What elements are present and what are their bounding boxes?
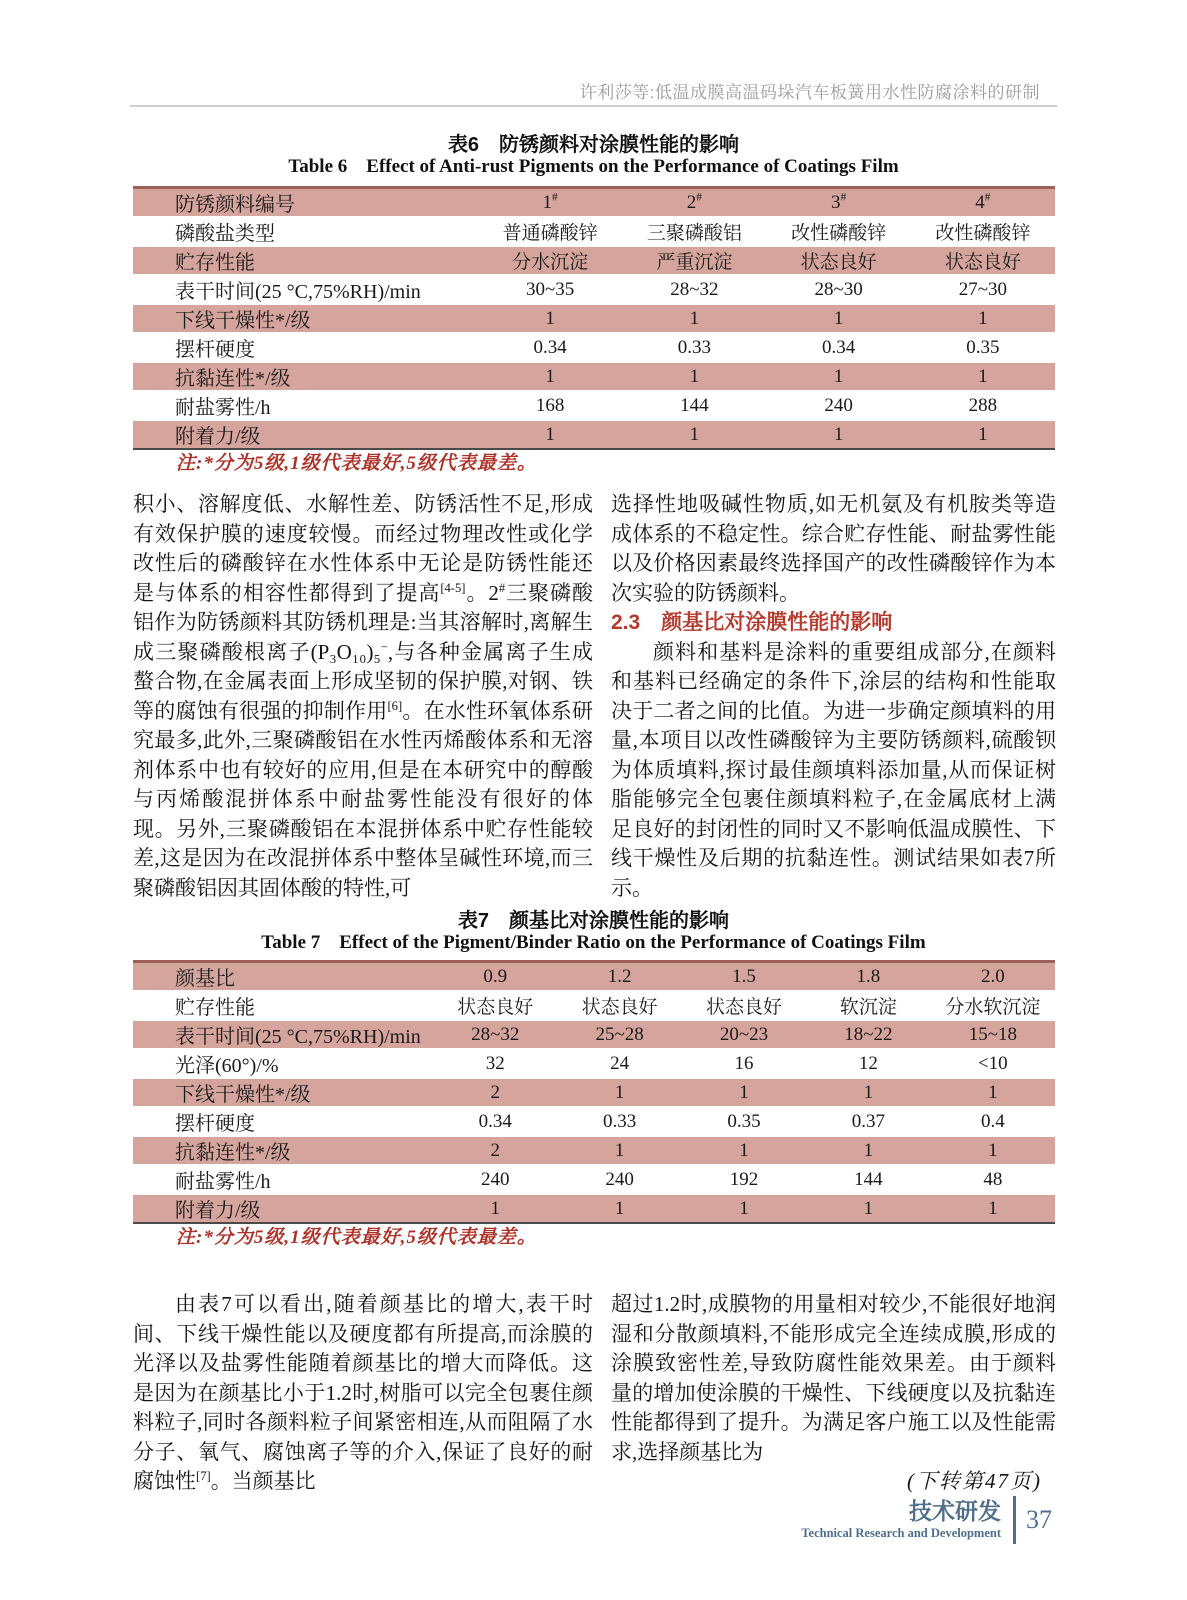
table-row	[133, 189, 1055, 218]
table-cell: 1	[689, 307, 700, 329]
row-label: 贮存性能	[175, 997, 255, 1019]
table-cell: 20~23	[719, 1023, 769, 1045]
table-cell: 1	[614, 1139, 625, 1161]
table-row	[133, 1166, 1055, 1195]
table-cell: 0.35	[966, 336, 1000, 358]
table-row	[133, 1137, 1055, 1166]
table-cell: 0.33	[602, 1110, 637, 1132]
section-heading-2-3: 2.3 颜基比对涂膜性能的影响	[611, 611, 893, 634]
table-cell: 1	[739, 1081, 749, 1103]
table-row	[133, 247, 1055, 276]
table-cell: 1	[490, 1197, 500, 1219]
footer-page-number: 37	[1026, 1505, 1052, 1534]
row-label: 附着力/级	[175, 1200, 261, 1222]
table-cell: 0.9	[483, 965, 508, 987]
body-column-left-top	[133, 490, 593, 903]
table-cell: 1	[863, 1139, 874, 1161]
body-column-right-top	[611, 490, 1056, 903]
table6-title-en: Table 6 Effect of Anti-rust Pigments on the Performance of Coatings Film	[288, 156, 899, 177]
table-cell: 3#	[831, 191, 847, 213]
table-cell: 1.8	[856, 965, 881, 987]
row-label: 磷酸盐类型	[175, 223, 275, 245]
table7-note: 注:*分为5级,1级代表最好,5级代表最差。	[176, 1227, 537, 1248]
table-cell: 状态良好	[706, 997, 783, 1018]
table-row	[133, 421, 1055, 448]
table-cell: 改性磷酸锌	[791, 223, 887, 244]
table-row	[133, 1108, 1055, 1137]
table-cell: 25~28	[595, 1023, 644, 1045]
table-cell: 1#	[542, 191, 558, 213]
table7-title-en: Table 7 Effect of the Pigment/Binder Ratio on the Performance of Coatings Film	[261, 932, 926, 953]
table-cell: 改性磷酸锌	[935, 223, 1031, 244]
footer-section-names	[801, 1498, 1001, 1542]
table-row	[133, 218, 1055, 247]
paragraph: 由表7可以看出,随着颜基比的增大,表干时间、下线干燥性能以及硬度都有所提高,而涂膜的光泽以及盐雾性能随着颜基比的增大而降低。这是因为在颜基比小于1.2时,树脂可以完全包裹住颜料粒子,同时各颜料粒子间紧密相连,从而阻隔了水分子、氧气、腐蚀离子等的介入,保证了良好的耐腐蚀性[7]。当颜基比	[133, 1292, 593, 1493]
table-cell: 分水沉淀	[512, 252, 589, 273]
table-cell: 1	[978, 307, 988, 329]
table-cell: 分水软沉淀	[945, 997, 1041, 1018]
table-row	[133, 992, 1055, 1021]
table-cell: 15~18	[968, 1023, 1017, 1045]
paragraph: 积小、溶解度低、水解性差、防锈活性不足,形成有效保护膜的速度较慢。而经过物理改性或化学改性后的磷酸锌在水性体系中无论是防锈性能还是与体系的相容性都得到了提高[4-5]。2#三聚磷酸铝作为防锈颜料其防锈机理是:当其溶解时,离解生成三聚磷酸根离子(P₃O₁₀)₅−,与各种金属离子生成螯合物,在金属表面上形成坚韧的保护膜,对钢、铁等的腐蚀有很强的抑制作用[6]。在水性环氧体系研究最多,此外,三聚磷酸铝在水性丙烯酸体系和无溶剂体系中也有较好的应用,但是在本研究中的醇酸与丙烯酸混拼体系中耐盐雾性能没有很好的体现。另外,三聚磷酸铝在本混拼体系中贮存性能较差,这是因为在改混拼体系中整体呈碱性环境,而三聚磷酸铝因其固体酸的特性,可	[133, 492, 594, 900]
table-cell: 1	[863, 1081, 874, 1103]
table-row	[133, 334, 1055, 363]
row-label: 下线干燥性*/级	[175, 310, 311, 332]
table-cell: 1	[614, 1081, 625, 1103]
table-cell: <10	[977, 1052, 1008, 1074]
table-row	[133, 305, 1055, 334]
table-cell: 1	[689, 423, 700, 445]
table-cell: 2#	[686, 191, 702, 213]
table-cell: 144	[680, 394, 709, 416]
table-cell: 144	[854, 1168, 883, 1190]
table-cell: 32	[485, 1052, 505, 1074]
table-cell: 2	[490, 1081, 500, 1103]
table-cell: 192	[729, 1168, 759, 1190]
table-cell: 28~32	[670, 278, 719, 300]
table-cell: 状态良好	[581, 997, 658, 1018]
table-row	[133, 963, 1055, 992]
table-cell: 普通磷酸锌	[502, 223, 598, 244]
table-cell: 1	[978, 365, 988, 387]
table-cell: 1	[988, 1081, 998, 1103]
row-label: 抗黏连性*/级	[175, 368, 291, 390]
table-cell: 严重沉淀	[656, 252, 733, 273]
table-cell: 1	[739, 1197, 749, 1219]
table-cell: 2.0	[980, 965, 1005, 987]
table-cell: 0.35	[727, 1110, 761, 1132]
table-cell: 状态良好	[457, 997, 534, 1018]
table-cell: 27~30	[958, 278, 1008, 300]
table-cell: 288	[968, 394, 998, 416]
row-label: 贮存性能	[175, 252, 255, 274]
table-cell: 1	[689, 365, 700, 387]
table-cell: 0.37	[851, 1110, 886, 1132]
table-row	[133, 1050, 1055, 1079]
table7	[133, 960, 1055, 1224]
row-label: 下线干燥性*/级	[175, 1084, 311, 1106]
table-cell: 2	[490, 1139, 500, 1161]
table-cell: 三聚磷酸铝	[646, 223, 742, 244]
table6-title-zh: 表6 防锈颜料对涂膜性能的影响	[447, 134, 740, 156]
row-label: 抗黏连性*/级	[175, 1142, 291, 1164]
table-cell: 28~30	[814, 278, 863, 300]
table-cell: 24	[610, 1052, 630, 1074]
table-cell: 18~22	[844, 1023, 893, 1045]
table-cell: 30~35	[525, 278, 575, 300]
footer-divider	[1013, 1496, 1016, 1544]
table-cell: 1	[833, 307, 844, 329]
paragraph: 选择性地吸碱性物质,如无机氨及有机胺类等造成体系的不稳定性。综合贮存性能、耐盐雾性能以及价格因素最终选择国产的改性磷酸锌作为本次实验的防锈颜料。	[611, 492, 1056, 605]
table-cell: 0.33	[677, 336, 711, 358]
table-cell: 16	[734, 1052, 754, 1074]
table-cell: 240	[605, 1168, 634, 1190]
table-cell: 28~32	[471, 1023, 520, 1045]
running-title: 许利莎等:低温成膜高温码垛汽车板簧用水性防腐涂料的研制	[579, 83, 1040, 102]
table-cell: 1	[863, 1197, 874, 1219]
row-label: 表干时间(25 °C,75%RH)/min	[175, 1026, 421, 1048]
table-row	[133, 1021, 1055, 1050]
table6	[133, 186, 1055, 450]
paragraph: 颜料和基料是涂料的重要组成部分,在颜料和基料已经确定的条件下,涂层的结构和性能取决于二者之间的比值。为进一步确定颜填料的用量,本项目以改性磷酸锌为主要防锈颜料,硫酸钡为体质填料,探讨最佳颜填料添加量,从而保证树脂能够完全包裹住颜填料粒子,在金属底材上满足良好的封闭性的同时又不影响低温成膜性、下线干燥性及后期的抗黏连性。测试结果如表7所示。	[611, 639, 1056, 900]
table-cell: 1.2	[607, 965, 632, 987]
table-cell: 1.5	[732, 965, 756, 987]
table-row	[133, 363, 1055, 392]
row-label: 表干时间(25 °C,75%RH)/min	[175, 281, 421, 303]
body-column-left-bottom	[133, 1290, 593, 1497]
table-cell: 0.34	[533, 336, 567, 358]
continued-on-page-note: (下转第47页)	[907, 1469, 1042, 1493]
row-label: 耐盐雾性/h	[175, 1171, 271, 1193]
table-row	[133, 392, 1055, 421]
paragraph: 超过1.2时,成膜物的用量相对较少,不能很好地润湿和分散颜填料,不能形成完全连续成膜,形成的涂膜致密性差,导致防腐性能效果差。由于颜料量的增加使涂膜的干燥性、下线硬度以及抗黏连性能都得到了提升。为满足客户施工以及性能需求,选择颜基比为	[611, 1292, 1056, 1464]
table-cell: 48	[983, 1168, 1003, 1190]
table-cell: 240	[824, 394, 853, 416]
row-label: 附着力/级	[175, 426, 261, 448]
table-cell: 软沉淀	[839, 997, 897, 1018]
footer-section-zh: 技术研发	[909, 1498, 1001, 1524]
page-footer	[801, 1496, 1052, 1544]
table-cell: 1	[988, 1197, 998, 1219]
row-label: 摆杆硬度	[175, 339, 255, 361]
table-cell: 1	[978, 423, 988, 445]
table-cell: 4#	[975, 191, 991, 213]
table-cell: 1	[545, 307, 555, 329]
table-cell: 0.34	[478, 1110, 512, 1132]
table-cell: 状态良好	[944, 252, 1021, 273]
table-cell: 1	[988, 1139, 998, 1161]
table-row	[133, 1195, 1055, 1222]
table-cell: 0.34	[822, 336, 856, 358]
row-label: 耐盐雾性/h	[175, 397, 271, 419]
row-label: 光泽(60°)/%	[175, 1055, 279, 1077]
table-cell: 1	[739, 1139, 749, 1161]
row-label: 颜基比	[175, 968, 235, 990]
table-cell: 0.4	[980, 1110, 1005, 1132]
footer-section-en: Technical Research and Development	[801, 1526, 1001, 1540]
table-cell: 1	[614, 1197, 625, 1219]
table-row	[133, 276, 1055, 305]
table-cell: 1	[833, 423, 844, 445]
row-label: 摆杆硬度	[175, 1113, 255, 1135]
table6-note: 注:*分为5级,1级代表最好,5级代表最差。	[176, 453, 537, 474]
table-cell: 168	[535, 394, 565, 416]
table-cell: 1	[545, 423, 555, 445]
header-rule	[130, 105, 1057, 107]
table-cell: 状态良好	[800, 252, 877, 273]
row-label: 防锈颜料编号	[175, 194, 295, 216]
table-cell: 1	[833, 365, 844, 387]
table-cell: 1	[545, 365, 555, 387]
table-row	[133, 1079, 1055, 1108]
table-cell: 12	[858, 1052, 878, 1074]
table7-title-zh: 表7 颜基比对涂膜性能的影响	[457, 910, 730, 932]
table-cell: 240	[480, 1168, 510, 1190]
body-column-right-bottom	[611, 1290, 1056, 1497]
